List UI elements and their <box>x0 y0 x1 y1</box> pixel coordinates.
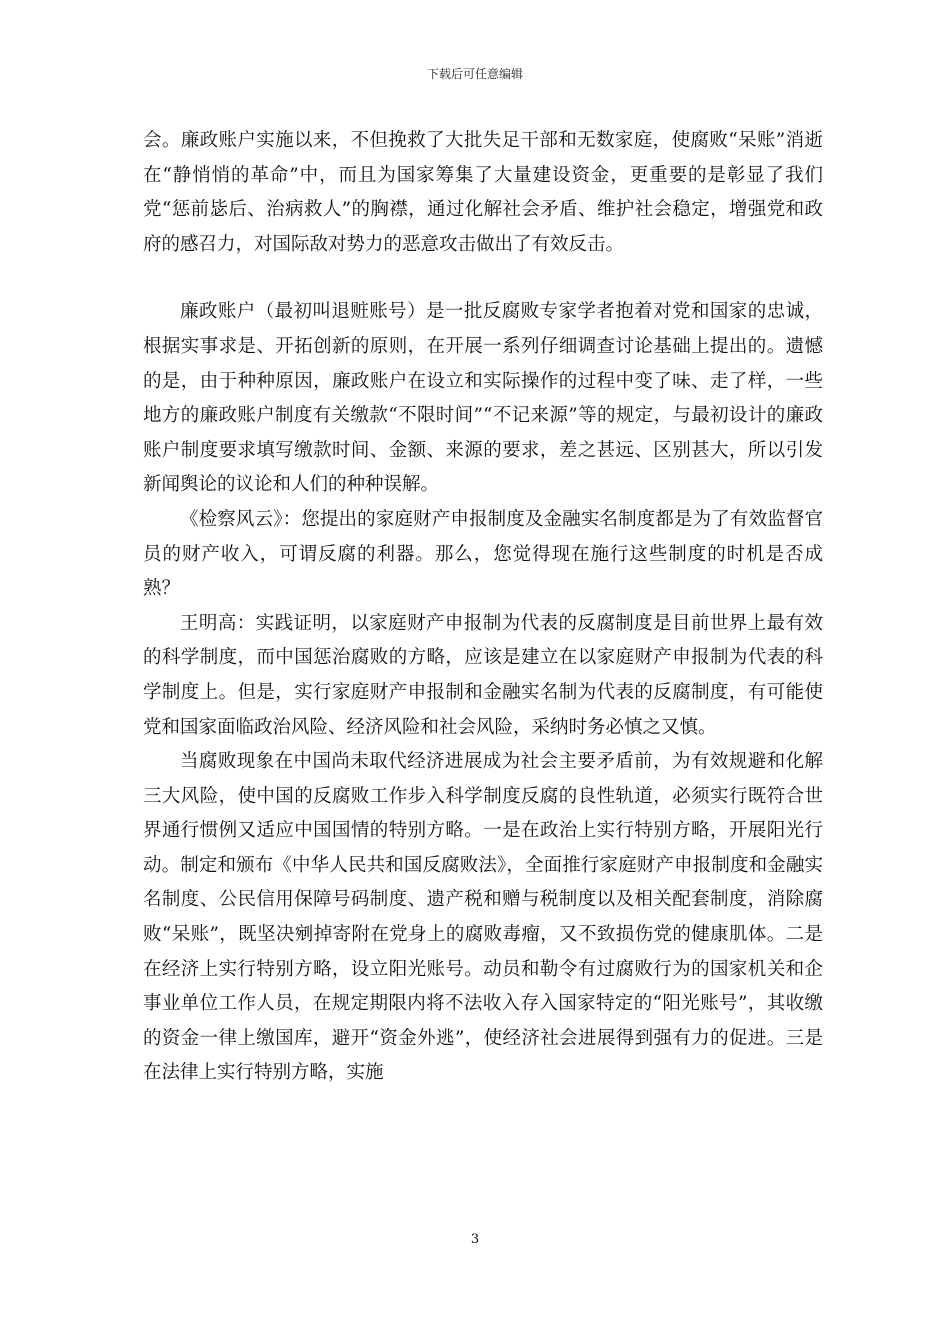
page-header: 下载后可任意编辑 <box>426 67 523 81</box>
paragraph: 会。廉政账户实施以来，不但挽救了大批失足干部和无数家庭，使腐败“呆账”消逝在“静悄悄的革命”中，而且为国家筹集了大量建设资金，更重要的是彰显了我们党“惩前毖后、治病救人”的胸襟，通过化解社会矛盾、维护社会稳定，增强党和政府的感召力，对国际敌对势力的恶意攻击做出了有效反击。 <box>143 130 823 255</box>
page-number: 3 <box>470 1232 480 1247</box>
paragraph: 王明高：实践证明，以家庭财产申报制为代表的反腐制度是目前世界上最有效的科学制度，而中国惩治腐败的方略，应该是建立在以家庭财产申报制为代表的科学制度上。但是，实行家庭财产申报制和金融实名制为代表的反腐制度，有可能使党和国家面临政治风险、经济风险和社会风险，采纳时务必慎之又慎。 <box>143 612 823 738</box>
paragraph: 《检察风云》：您提出的家庭财产申报制度及金融实名制度都是为了有效监督官员的财产收入，可谓反腐的利器。那么，您觉得现在施行这些制度的时机是否成熟？ <box>143 508 823 600</box>
paragraph: 当腐败现象在中国尚未取代经济进展成为社会主要矛盾前，为有效规避和化解三大风险，使中国的反腐败工作步入科学制度反腐的良性轨道，必须实行既符合世界通行惯例又适应中国国情的特别方略。一是在政治上实行特别方略，开展阳光行动。制定和颁布《中华人民共和国反腐败法》，全面推行家庭财产申报制度和金融实名制度、公民信用保障号码制度、遗产税和赠与税制度以及相关配套制度，消除腐败“呆账”，既坚决剜掉寄附在党身上的腐败毒瘤，又不致损伤党的健康肌体。二是在经济上实行特别方略，设立阳光账号。动员和勒令有过腐败行为的国家机关和企事业单位工作人员，在规定期限内将不法收入存入国家特定的“阳光账号”，其收缴的资金一律上缴国库，避开“资金外逃”，使经济社会进展得到强有力的促进。三是在法律上实行特别方略，实施 <box>143 751 823 1084</box>
paragraph: 廉政账户（最初叫退赃账号）是一批反腐败专家学者抱着对党和国家的忠诚，根据实事求是、开拓创新的原则，在开展一系列仔细调查讨论基础上提出的。遗憾的是，由于种种原因，廉政账户在设立和实际操作的过程中变了味、走了样，一些地方的廉政账户制度有关缴款“不限时间”“不记来源”等的规定，与最初设计的廉政账户制度要求填写缴款时间、金额、来源的要求，差之甚远、区别甚大，所以引发新闻舆论的议论和人们的种种误解。 <box>143 301 823 496</box>
document-body <box>143 124 823 1091</box>
